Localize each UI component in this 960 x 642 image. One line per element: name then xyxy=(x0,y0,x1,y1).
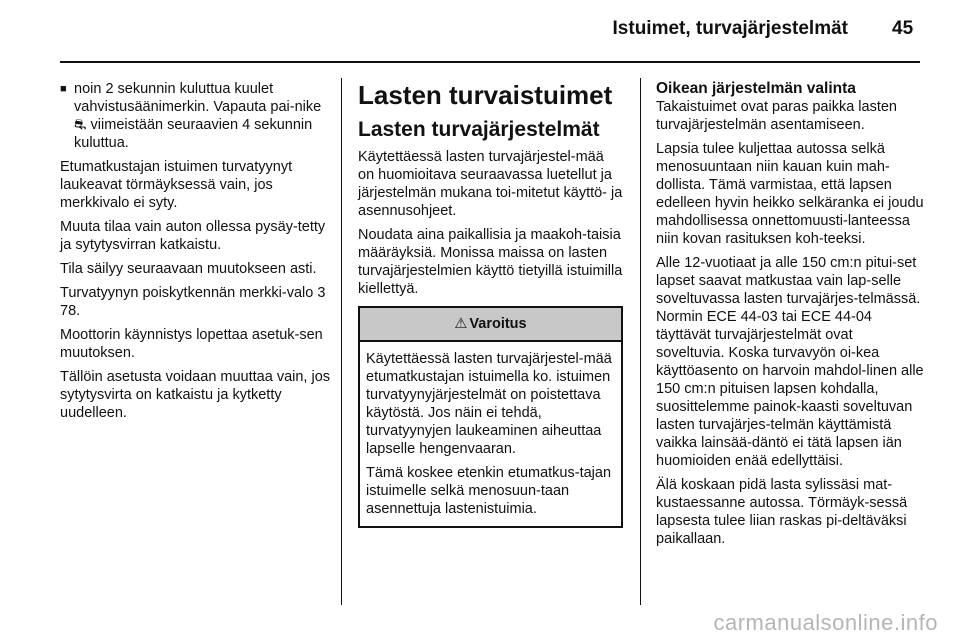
warning-title: Varoitus xyxy=(469,316,527,332)
paragraph: Turvatyynyn poiskytkennän merkki-valo 3 78. xyxy=(60,285,326,319)
section-heading: Lasten turvaistuimet xyxy=(358,80,613,110)
bullet-line-1: noin 2 sekunnin kuluttua kuulet vahvistusäänimerkin. Vapauta pai-nike xyxy=(74,81,322,115)
header-rule xyxy=(60,61,920,63)
paragraph: Etumatkustajan istuimen turvatyynyt laukeavat törmäyksessä vain, jos merkkivalo ei syty. xyxy=(60,159,293,211)
page-number: 45 xyxy=(892,18,914,39)
paragraph: Moottorin käynnistys lopettaa asetuk-sen muutoksen. xyxy=(60,327,323,361)
warning-paragraph: Käytettäessä lasten turvajärjestel-mää etumatkustajan istuimella ko. istuimen turvatyynyjärjestelmät on poistettava käytöstä. Jos näin ei tehdä, turvatyynyjen laukeaminen aiheuttaa lapselle hengenvaaran. xyxy=(366,351,612,457)
paragraph: Muuta tilaa vain auton ollessa pysäy-tetty ja sytytysvirran katkaistu. xyxy=(60,219,326,253)
warning-header xyxy=(360,308,621,342)
column-2 xyxy=(358,80,623,528)
section-subheading: Lasten turvajärjestelmät xyxy=(358,118,600,141)
column-divider-1 xyxy=(341,78,342,605)
warning-paragraph: Tämä koskee etenkin etumatkus-tajan istuimelle selkä menosuun-taan asennettuja lastenistuimia. xyxy=(366,465,612,517)
column-3 xyxy=(656,80,924,554)
paragraph: Tällöin asetusta voidaan muuttaa vain, jos sytytysvirta on katkaistu ja kytketty uudelleen. xyxy=(60,369,331,421)
paragraph: Alle 12-vuotiaat ja alle 150 cm:n pitui-set lapset saavat matkustaa vain lap-selle soveltuvassa lasten turvajärjes-telmässä. Normin ECE 44-03 tai ECE 44-04 täyttävät turvajärjestelmät ovat soveltuvia. Koska turvavyön oi-kea käyttöasento on harvoin mahdol-linen alle 150 cm:n pituisen lapsen kohdalla, suosittelemme painok-kaasti soveltuvan lasten turvajärjes-telmän käyttämistä vaikka lainsää-däntö ei tätä lapsen iän huomioiden enää edellyttäisi. xyxy=(656,255,924,469)
paragraph: Älä koskaan pidä lasta sylissäsi mat-kustaessanne autossa. Törmäyk-sessä lapsesta tulee liian raskas pi-deltäväksi paikallaan. xyxy=(656,477,908,547)
column-1 xyxy=(60,80,332,428)
header-title: Istuimet, turvajärjestelmät xyxy=(612,18,848,39)
airbag-off-icon: ⛐ xyxy=(74,117,87,133)
bullet-square-icon: ■ xyxy=(60,83,67,95)
bullet-item xyxy=(60,80,332,152)
bullet-text xyxy=(74,80,332,152)
warning-body xyxy=(360,342,621,526)
paragraph: Tila säilyy seuraavaan muutokseen asti. xyxy=(60,261,317,277)
watermark: carmanualsonline.info xyxy=(713,610,938,635)
column-divider-2 xyxy=(640,78,641,605)
paragraph: Takaistuimet ovat paras paikka lasten turvajärjestelmän asentamiseen. xyxy=(656,99,897,133)
paragraph: Noudata aina paikallisia ja maakoh-taisia määräyksiä. Monissa maissa on lasten turvajärjestelmien käyttö tietyillä istuimilla kiellettyä. xyxy=(358,227,623,297)
section-heading: Oikean järjestelmän valinta xyxy=(656,80,856,97)
warning-triangle-icon: ⚠ xyxy=(454,316,468,332)
paragraph: Käytettäessä lasten turvajärjestel-mää on huomioitava seuraavassa luetellut ja järjestelmän mukana toi-mitetut käyttö- ja asennusohjeet. xyxy=(358,149,623,219)
warning-box xyxy=(358,306,623,528)
bullet-line-2: viimeistään seuraavien 4 sekunnin kuluttua. xyxy=(74,117,313,151)
paragraph: Lapsia tulee kuljettaa autossa selkä menosuuntaan niin kauan kuin mah-dollista. Tämä varmistaa, että lapsen edelleen hyvin heikko selkäranka ei joudu mahdollisessa onnettomuusti-lanteessa niin kovan rasituksen koh-teeksi. xyxy=(656,141,924,247)
